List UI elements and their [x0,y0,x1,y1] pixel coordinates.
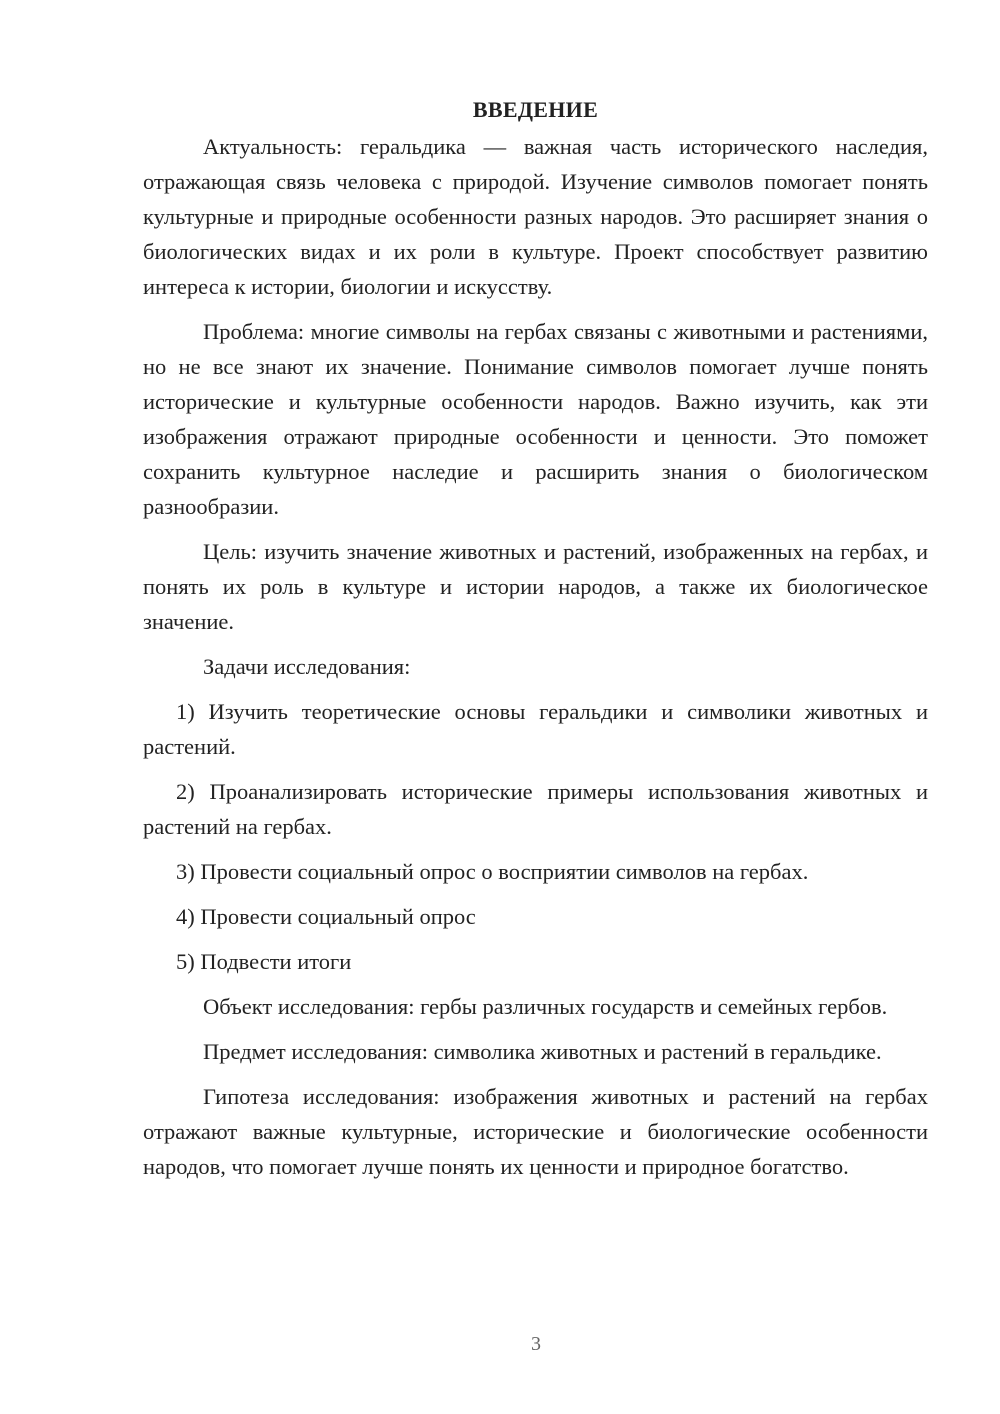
document-page [143,92,928,1194]
relevance-paragraph: Актуальность: геральдика — важная часть исторического наследия, отражающая связь человека с природой. Изучение символов помогает понять культурные и природные особенности разных народов. Это расширяет знания о биологических видах и их роли в культуре. Проект способствует развитию интереса к истории, биологии и искусству. [143,134,928,299]
problem-paragraph: Проблема: многие символы на гербах связаны с животными и растениями, но не все знают их значение. Понимание символов помогает лучше понять исторические и культурные особенности народов. Важно изучить, как эти изображения отражают природные особенности и ценности. Это поможет сохранить культурное наследие и расширить знания о биологическом разнообразии. [143,319,928,519]
task-item-4: 4) Провести социальный опрос [176,904,476,929]
task-item-3: 3) Провести социальный опрос о восприятии символов на гербах. [176,859,809,884]
tasks-heading: Задачи исследования: [203,654,411,679]
tasks-list [143,694,928,979]
task-item-2: 2) Проанализировать исторические примеры использования животных и растений на гербах. [143,779,928,839]
task-item-1: 1) Изучить теоретические основы геральдики и символики животных и растений. [143,699,928,759]
task-item-5: 5) Подвести итоги [176,949,352,974]
object-paragraph: Объект исследования: гербы различных государств и семейных гербов. [203,994,888,1019]
goal-paragraph: Цель: изучить значение животных и растений, изображенных на гербах, и понять их роль в культуре и истории народов, а также их биологическое значение. [143,539,928,634]
subject-paragraph: Предмет исследования: символика животных и растений в геральдике. [203,1039,882,1064]
page-title: ВВЕДЕНИЕ [472,97,599,122]
hypothesis-paragraph: Гипотеза исследования: изображения животных и растений на гербах отражают важные культурные, исторические и биологические особенности народов, что помогает лучше понять их ценности и природное богатство. [143,1084,928,1179]
page-number: 3 [531,1333,541,1355]
